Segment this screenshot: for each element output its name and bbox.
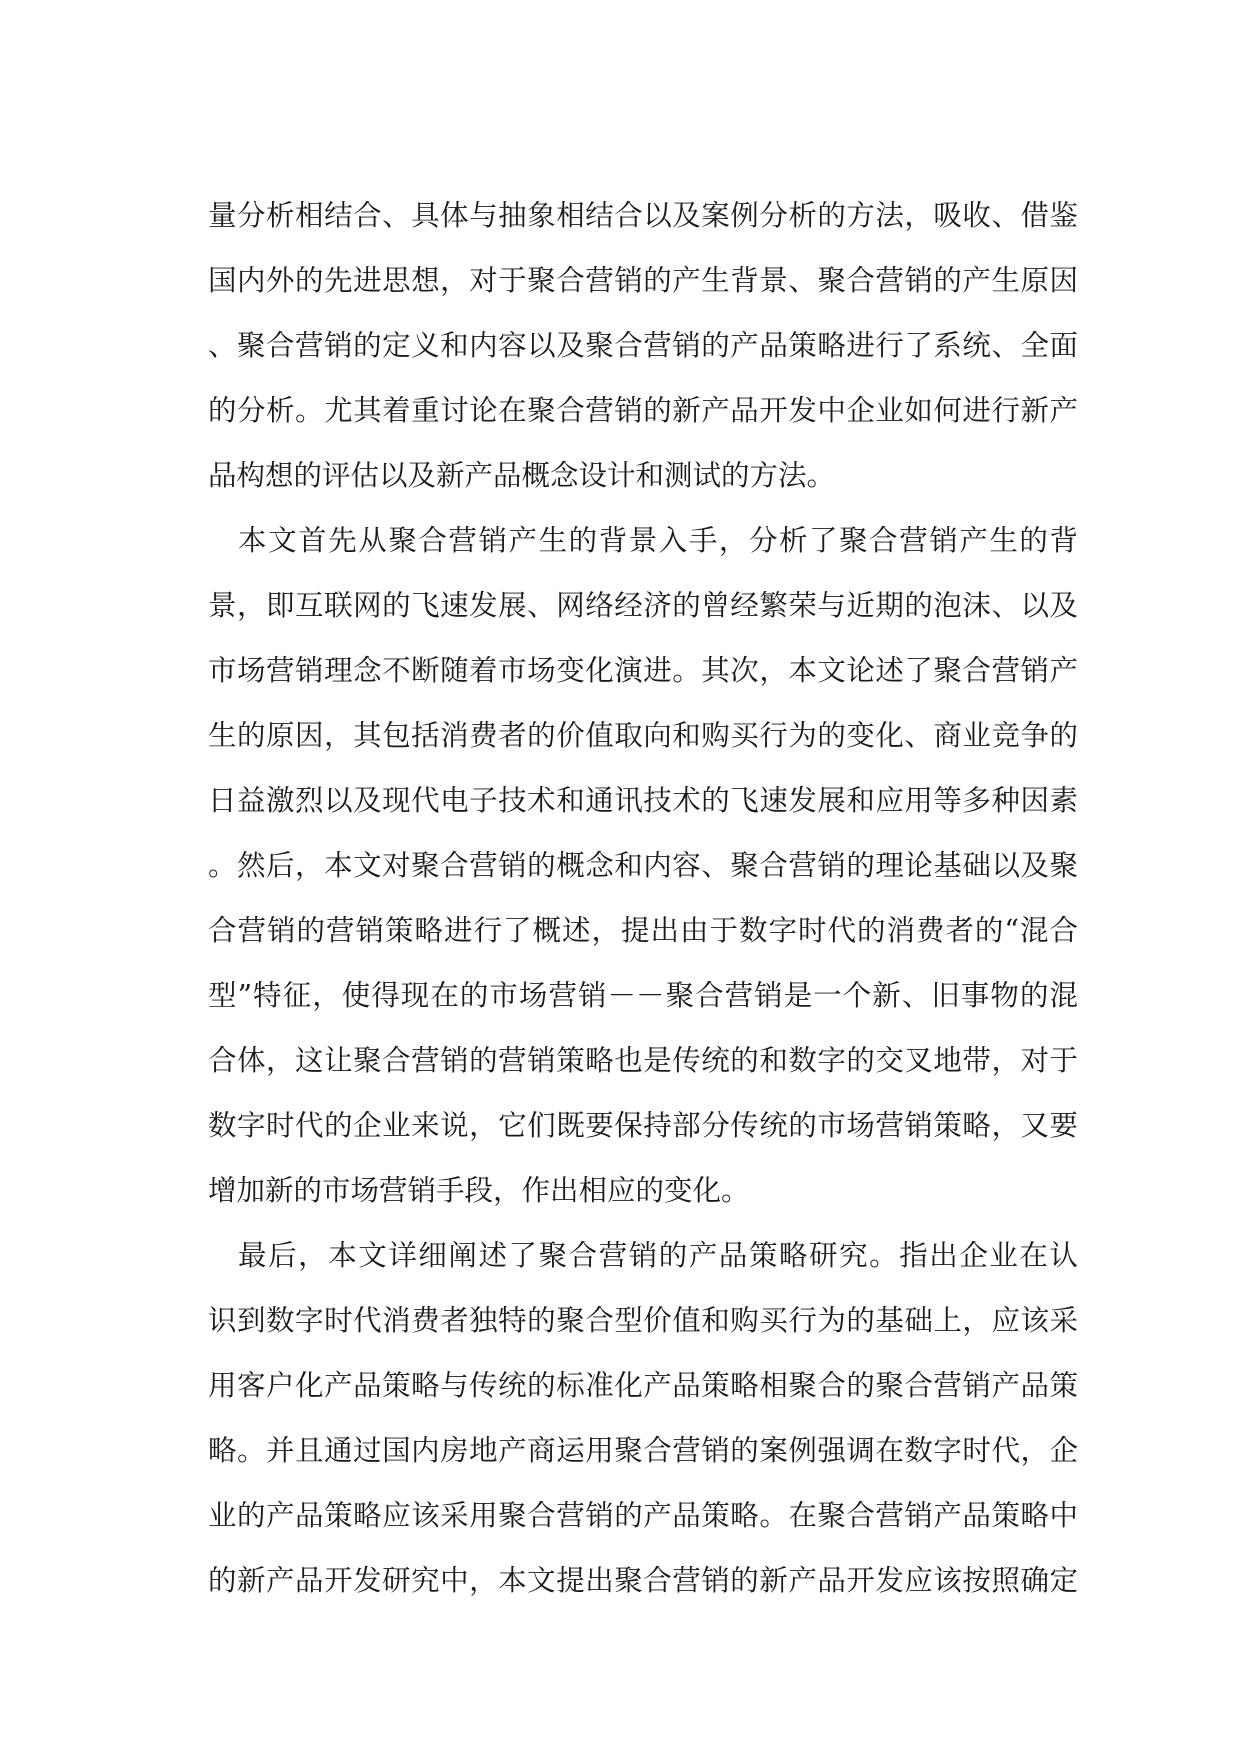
text-line: 。然后，本文对聚合营销的概念和内容、聚合营销的理论基础以及聚 [208, 849, 1078, 882]
document-body [208, 183, 1078, 1613]
text-line: 合体，这让聚合营销的营销策略也是传统的和数字的交叉地带，对于 [208, 1044, 1078, 1077]
text-line: 、聚合营销的定义和内容以及聚合营销的产品策略进行了系统、全面 [208, 329, 1078, 362]
text-line: 数字时代的企业来说，它们既要保持部分传统的市场营销策略，又要 [208, 1109, 1078, 1142]
text-line: 型”特征，使得现在的市场营销－－聚合营销是一个新、旧事物的混 [208, 979, 1078, 1012]
text-line: 合营销的营销策略进行了概述，提出由于数字时代的消费者的“混合 [208, 914, 1078, 947]
text-line: 最后，本文详细阐述了聚合营销的产品策略研究。指出企业在认 [208, 1239, 1078, 1272]
paragraph-3 [208, 1223, 1078, 1613]
text-line: 本文首先从聚合营销产生的背景入手，分析了聚合营销产生的背 [208, 524, 1078, 557]
text-line: 的新产品开发研究中，本文提出聚合营销的新产品开发应该按照确定 [208, 1564, 1078, 1597]
text-line: 用客户化产品策略与传统的标准化产品策略相聚合的聚合营销产品策 [208, 1369, 1078, 1402]
text-line: 略。并且通过国内房地产商运用聚合营销的案例强调在数字时代，企 [208, 1434, 1078, 1467]
text-line: 国内外的先进思想，对于聚合营销的产生背景、聚合营销的产生原因 [208, 264, 1078, 297]
text-line: 景，即互联网的飞速发展、网络经济的曾经繁荣与近期的泡沫、以及 [208, 589, 1078, 622]
text-line: 日益激烈以及现代电子技术和通讯技术的飞速发展和应用等多种因素 [208, 784, 1078, 817]
text-line: 识到数字时代消费者独特的聚合型价值和购买行为的基础上，应该采 [208, 1304, 1078, 1337]
text-line: 业的产品策略应该采用聚合营销的产品策略。在聚合营销产品策略中 [208, 1499, 1078, 1532]
paragraph-2 [208, 508, 1078, 1223]
text-line: 市场营销理念不断随着市场变化演进。其次，本文论述了聚合营销产 [208, 654, 1078, 687]
text-line: 增加新的市场营销手段，作出相应的变化。 [208, 1174, 750, 1207]
text-line: 量分析相结合、具体与抽象相结合以及案例分析的方法，吸收、借鉴 [208, 199, 1078, 232]
paragraph-1 [208, 183, 1078, 508]
text-line: 生的原因，其包括消费者的价值取向和购买行为的变化、商业竞争的 [208, 719, 1078, 752]
text-line: 品构想的评估以及新产品概念设计和测试的方法。 [208, 459, 836, 492]
text-line: 的分析。尤其着重讨论在聚合营销的新产品开发中企业如何进行新产 [208, 394, 1078, 427]
